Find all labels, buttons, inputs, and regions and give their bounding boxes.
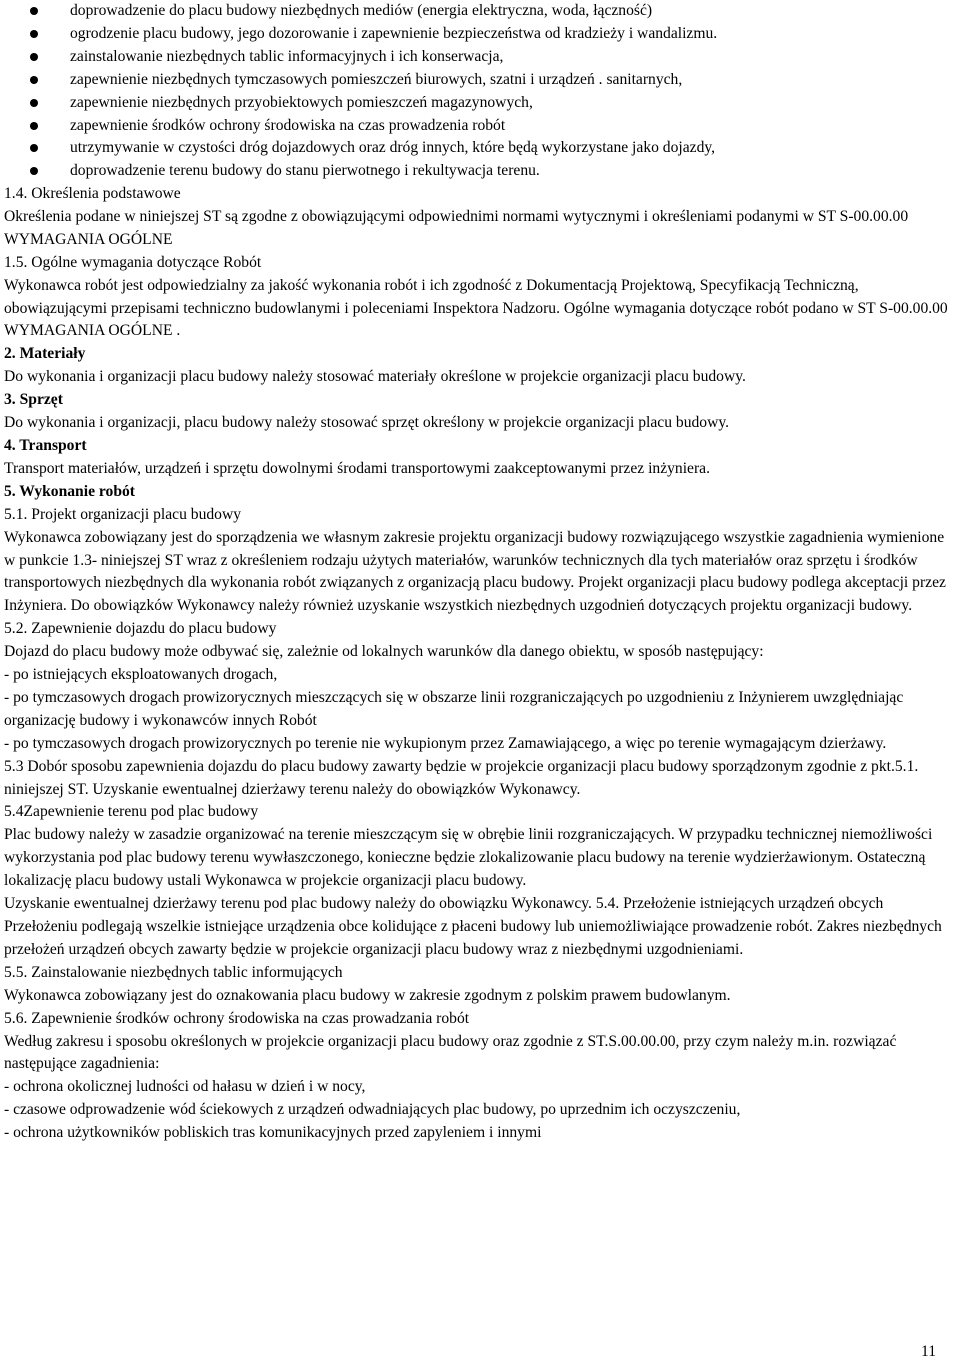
- paragraph: Do wykonania i organizacji, placu budowy należy stosować sprzęt określony w projekcie organizacji placu budowy.: [4, 414, 730, 432]
- bullet-icon: [30, 144, 38, 152]
- paragraph: Przełożeniu podlegają wszelkie istniejące urządzenia obce kolidujące z płaceni budowy lub uniemożliwiające prowadzenie robót. Zakres niezbędnych przełożeń urządzeń obcych zawarty będzie w projekcie organizacji placu budowy wraz z niezbędnymi uzgodnieniami.: [4, 918, 942, 958]
- paragraph: 5.2. Zapewnienie dojazdu do placu budowy: [4, 620, 277, 638]
- paragraph: - ochrona okolicznej ludności od hałasu w dzień i w nocy,: [4, 1078, 366, 1096]
- paragraph: 1.5. Ogólne wymagania dotyczące Robót: [4, 253, 262, 271]
- list-item: ogrodzenie placu budowy, jego dozorowanie i zapewnienie bezpieczeństwa od kradzieży i wandalizmu.: [30, 23, 950, 46]
- paragraph: Transport materiałów, urządzeń i sprzętu dowolnymi środami transportowymi zaakceptowanymi przez inżyniera.: [4, 459, 710, 477]
- paragraph: 5.1. Projekt organizacji placu budowy: [4, 505, 242, 523]
- bullet-icon: [30, 30, 38, 38]
- paragraph: Do wykonania i organizacji placu budowy należy stosować materiały określone w projekcie organizacji placu budowy.: [4, 368, 746, 386]
- paragraph: - po istniejących eksploatowanych drogach,: [4, 666, 278, 684]
- paragraph: Według zakresu i sposobu określonych w projekcie organizacji placu budowy oraz zgodnie z ST.S.00.00.00, przy czym należy m.in. rozwiązać następujące zagadnienia:: [4, 1032, 897, 1073]
- bullet-list: [30, 0, 950, 183]
- section-heading: 3. Sprzęt: [4, 391, 63, 409]
- paragraph: Dojazd do placu budowy może odbywać się, zależnie od lokalnych warunków dla danego obiektu, w sposób następujący:: [4, 643, 764, 661]
- bullet-icon: [30, 99, 38, 107]
- page-number: 11: [920, 1343, 936, 1360]
- bullet-icon: [30, 122, 38, 130]
- list-item: doprowadzenie do placu budowy niezbędnych mediów (energia elektryczna, woda, łączność): [30, 0, 950, 23]
- document-body: [4, 183, 958, 1145]
- list-item: zapewnienie niezbędnych tymczasowych pomieszczeń biurowych, szatni i urządzeń . sanitarnych,: [30, 69, 950, 92]
- list-item: zainstalowanie niezbędnych tablic informacyjnych i ich konserwacja,: [30, 46, 950, 69]
- list-item: utrzymywanie w czystości dróg dojazdowych oraz dróg innych, które będą wykorzystane jako dojazdy,: [30, 137, 950, 160]
- bullet-icon: [30, 7, 38, 15]
- bullet-icon: [30, 167, 38, 175]
- paragraph: Plac budowy należy w zasadzie organizować na terenie mieszczącym się w obrębie linii rozgraniczających. W przypadku technicznej niemożliwości wykorzystania pod plac budowy terenu wywłaszczonego, konieczne będzie zlokalizowanie placu budowy na terenie wydzierżawionym. Ostateczną lokalizację placu budowy ustali Wykonawca w projekcie organizacji placu budowy.: [4, 826, 933, 890]
- paragraph: Określenia podane w niniejszej ST są zgodne z obowiązującymi odpowiednimi normami wytycznymi i określeniami podanymi w ST S-00.00.00 WYMAGANIA OGÓLNE: [4, 207, 909, 248]
- paragraph: Wykonawca zobowiązany jest do sporządzenia we własnym zakresie projektu organizacji budowy rozwiązującego wszystkie zagadnienia wymienione w punkcie 1.3- niniejszej ST wraz z określeniem rodzaju użytych materiałów, warunków technicznych dla tych materiałów oraz sprzętu i środków transportowych niezbędnych dla wykonania robót związanych z organizacją placu budowy. Projekt organizacji placu budowy podlega akceptacji przez Inżyniera. Do obowiązków Wykonawcy należy również uzyskanie wszystkich niezbędnych uzgodnień dotyczących projektu organizacji budowy.: [4, 528, 946, 615]
- paragraph: - czasowe odprowadzenie wód ściekowych z urządzeń odwadniających plac budowy, po uprzednim ich oczyszczeniu,: [4, 1101, 741, 1119]
- list-item: zapewnienie środków ochrony środowiska na czas prowadzenia robót: [30, 115, 950, 138]
- list-item: zapewnienie niezbędnych przyobiektowych pomieszczeń magazynowych,: [30, 92, 950, 115]
- paragraph: 1.4. Określenia podstawowe: [4, 185, 181, 202]
- section-heading: 4. Transport: [4, 436, 87, 454]
- bullet-icon: [30, 76, 38, 84]
- paragraph: 5.3 Dobór sposobu zapewnienia dojazdu do placu budowy zawarty będzie w projekcie organizacji placu budowy sporządzonym zgodnie z pkt.5.1. niniejszej ST. Uzyskanie ewentualnej dzierżawy terenu należy do obowiązków Wykonawcy.: [4, 757, 919, 798]
- paragraph: 5.4Zapewnienie terenu pod plac budowy: [4, 803, 259, 821]
- paragraph: 5.6. Zapewnienie środków ochrony środowiska na czas prowadzania robót: [4, 1009, 470, 1027]
- paragraph: Wykonawca zobowiązany jest do oznakowania placu budowy w zakresie zgodnym z polskim prawem budowlanym.: [4, 986, 731, 1004]
- section-heading: 5. Wykonanie robót: [4, 482, 135, 500]
- paragraph: - ochrona użytkowników pobliskich tras komunikacyjnych przed zapyleniem i innymi: [4, 1124, 542, 1142]
- paragraph: - po tymczasowych drogach prowizorycznych mieszczących się w obszarze linii rozgraniczających po uzgodnieniu z Inżynierem uwzględniając organizację budowy i wykonawców innych Robót: [4, 688, 904, 729]
- paragraph: 5.5. Zainstalowanie niezbędnych tablic informujących: [4, 963, 343, 981]
- paragraph: Wykonawca robót jest odpowiedzialny za jakość wykonania robót i ich zgodność z Dokumentacją Projektową, Specyfikacją Techniczną, obowiązującymi przepisami techniczno budowlanymi i poleceniami Inspektora Nadzoru. Ogólne wymagania dotyczące robót podano w ST S-00.00.00 WYMAGANIA OGÓLNE .: [4, 276, 948, 340]
- bullet-icon: [30, 53, 38, 61]
- paragraph: Uzyskanie ewentualnej dzierżawy terenu pod plac budowy należy do obowiązku Wykonawcy. 5.4. Przełożenie istniejących urządzeń obcych: [4, 895, 884, 913]
- section-heading: 2. Materiały: [4, 345, 86, 363]
- list-item: doprowadzenie terenu budowy do stanu pierwotnego i rekultywacja terenu.: [30, 160, 950, 183]
- paragraph: - po tymczasowych drogach prowizorycznych po terenie nie wykupionym przez Zamawiającego, a więc po terenie wymagającym dzierżawy.: [4, 734, 887, 752]
